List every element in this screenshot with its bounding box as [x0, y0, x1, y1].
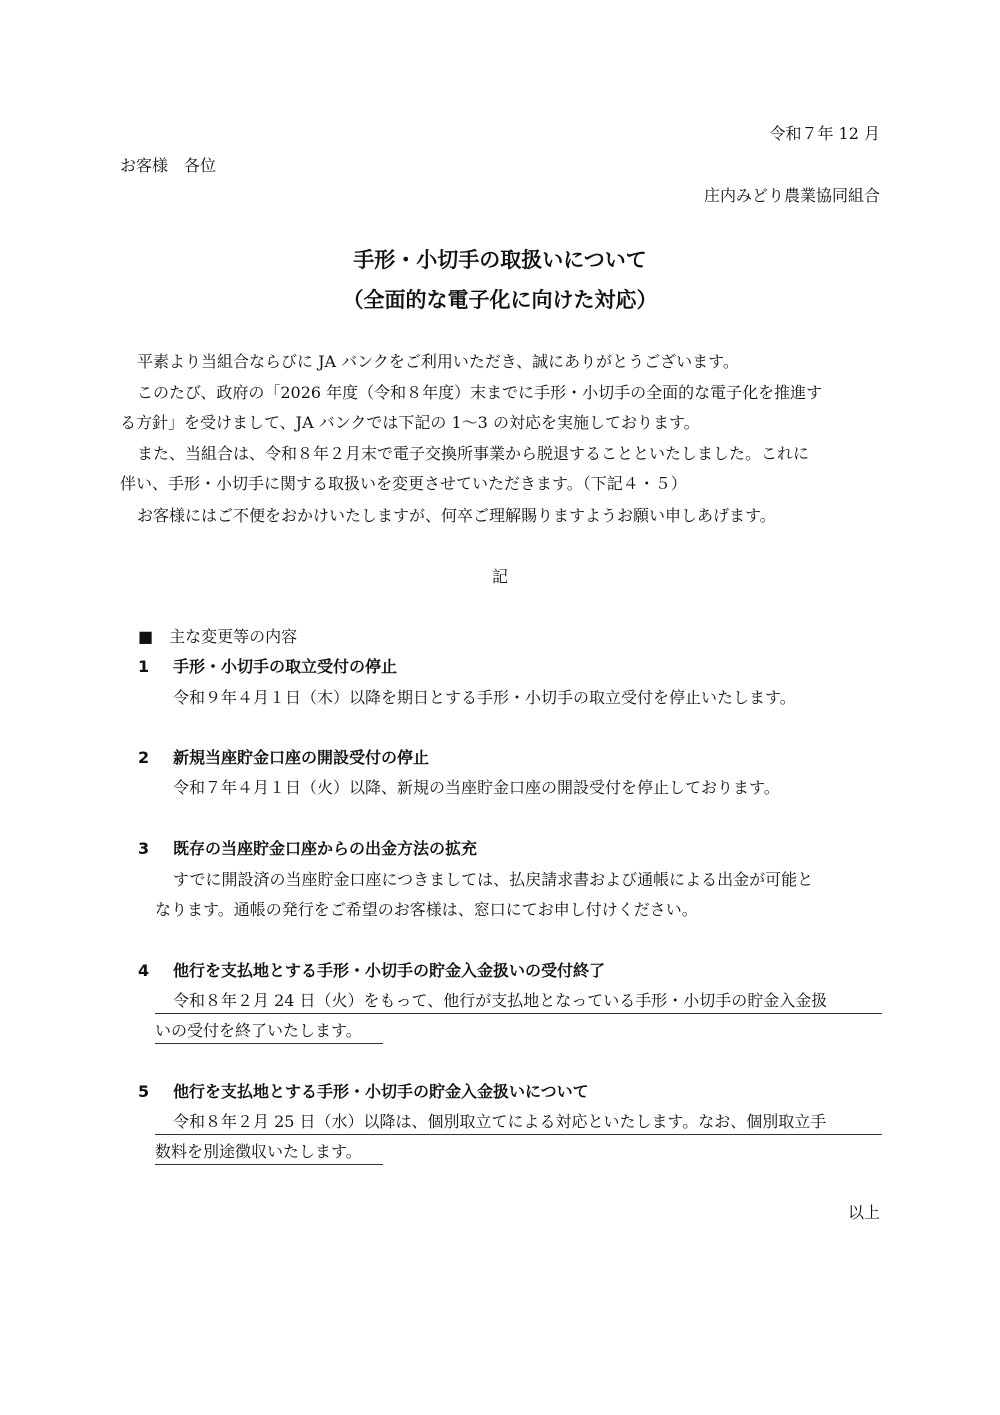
- item-1-heading: 手形・小切手の取立受付の停止: [173, 657, 398, 676]
- body-paragraph-3-cont: 伴い、手形・小切手に関する取扱いを変更させていただきます。（下記４・５）: [120, 474, 687, 493]
- document-subtitle: （全面的な電子化に向けた対応）: [342, 288, 658, 312]
- item-1-number: 1: [138, 657, 150, 676]
- item-4-text-line-1: 令和８年２月 24 日（火）をもって、他行が支払地となっている手形・小切手の貯金入金扱: [173, 991, 828, 1010]
- item-5-text-line-2: 数料を別途徴収いたします。: [155, 1142, 362, 1161]
- item-5-heading: 他行を支払地とする手形・小切手の貯金入金扱いについて: [173, 1082, 589, 1101]
- ki-mark: 記: [492, 567, 509, 586]
- document-date: 令和７年 12 月: [769, 124, 880, 143]
- item-5-underline-1: [155, 1134, 882, 1135]
- section-header: ■ 主な変更等の内容: [138, 627, 298, 646]
- item-5-underline-2: [155, 1164, 383, 1165]
- document-title: 手形・小切手の取扱いについて: [353, 248, 647, 272]
- item-2-heading: 新規当座貯金口座の開設受付の停止: [173, 748, 430, 767]
- sender-organization: 庄内みどり農業協同組合: [703, 186, 880, 205]
- item-1-text: 令和９年４月１日（木）以降を期日とする手形・小切手の取立受付を停止いたします。: [173, 688, 796, 707]
- item-4-text-line-2: いの受付を終了いたします。: [155, 1021, 362, 1040]
- item-5-number: 5: [138, 1082, 150, 1101]
- body-paragraph-4: お客様にはご不便をおかけいたしますが、何卒ご理解賜りますようお願い申しあげます。: [137, 506, 776, 525]
- addressee: お客様 各位: [120, 156, 217, 175]
- item-2-number: 2: [138, 748, 150, 767]
- item-5-text-line-1: 令和８年２月 25 日（水）以降は、個別取立てによる対応といたします。なお、個別取立手: [173, 1112, 827, 1131]
- item-4-underline-2: [155, 1043, 383, 1044]
- body-paragraph-2: このたび、政府の「2026 年度（令和８年度）末までに手形・小切手の全面的な電子化を推進す: [137, 383, 823, 402]
- body-paragraph-3: また、当組合は、令和８年２月末で電子交換所事業から脱退することといたしました。これに: [137, 444, 810, 463]
- item-4-underline-1: [155, 1013, 882, 1014]
- item-3-heading: 既存の当座貯金口座からの出金方法の拡充: [173, 839, 478, 858]
- item-4-heading: 他行を支払地とする手形・小切手の貯金入金扱いの受付終了: [173, 961, 606, 980]
- item-3-text-line-2: なります。通帳の発行をご希望のお客様は、窓口にてお申し付けください。: [155, 900, 698, 919]
- body-paragraph-1: 平素より当組合ならびに JA バンクをご利用いただき、誠にありがとうございます。: [137, 352, 739, 371]
- closing-word: 以上: [847, 1203, 880, 1222]
- item-2-text: 令和７年４月１日（火）以降、新規の当座貯金口座の開設受付を停止しております。: [173, 778, 780, 797]
- item-3-text-line-1: すでに開設済の当座貯金口座につきましては、払戻請求書および通帳による出金が可能と: [173, 870, 814, 889]
- item-4-number: 4: [138, 961, 150, 980]
- item-3-number: 3: [138, 839, 150, 858]
- body-paragraph-2-cont: る方針」を受けまして、JA バンクでは下記の 1～3 の対応を実施しております。: [120, 413, 700, 432]
